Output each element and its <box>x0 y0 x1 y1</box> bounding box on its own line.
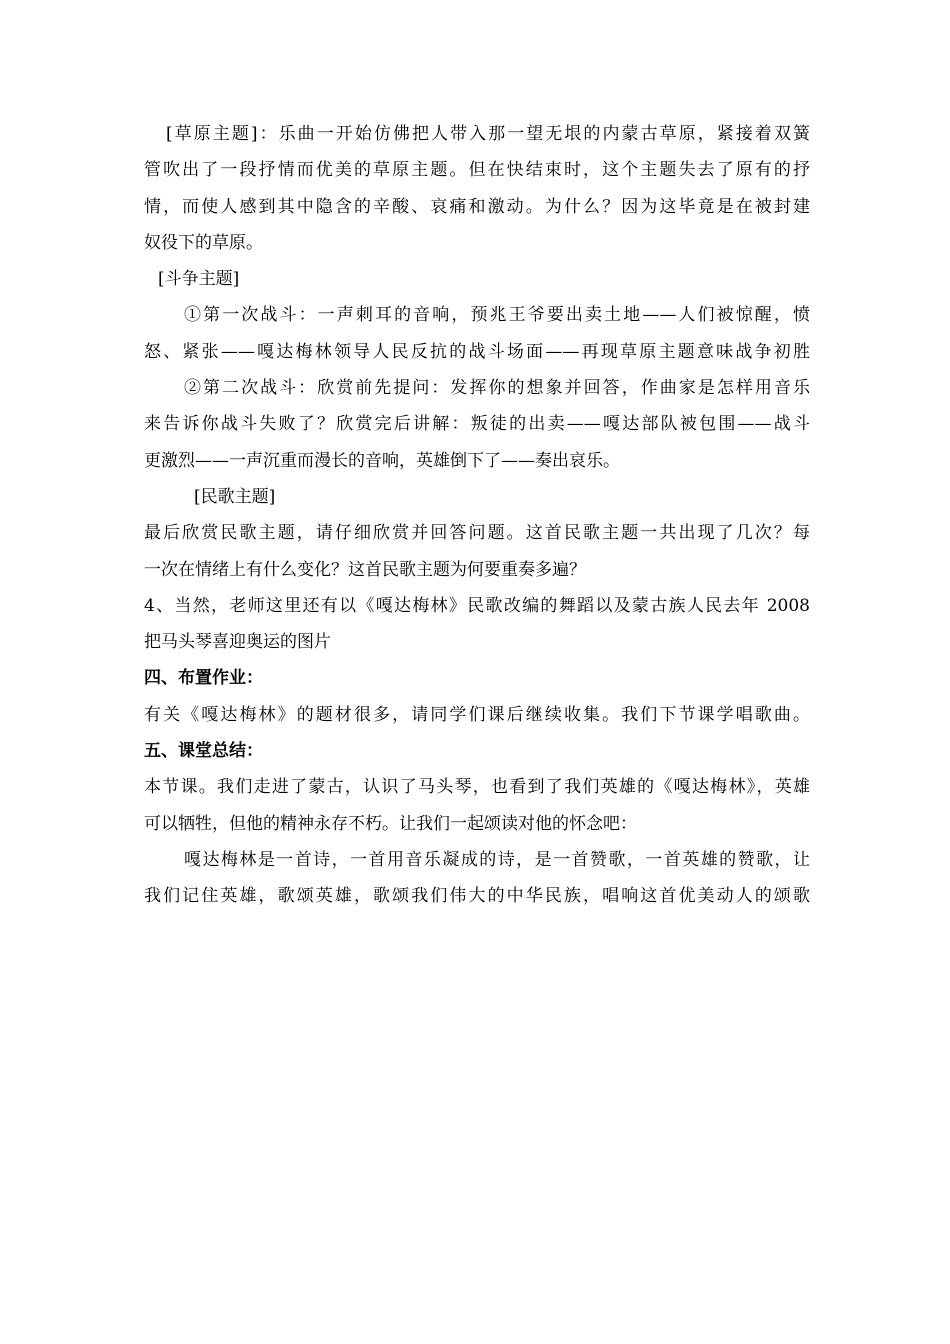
section-heading: [斗争主题] <box>158 269 240 290</box>
paragraph-line: 一次在情绪上有什么变化？这首民歌主题为何要重奏多遍？ <box>144 559 586 580</box>
paragraph-line: 最后欣赏民歌主题，请仔细欣赏并回答问题。这首民歌主题一共出现了几次？每 <box>144 523 810 544</box>
paragraph-line: 情，而使人感到其中隐含的辛酸、哀痛和激动。为什么？因为这毕竟是在被封建 <box>144 196 810 217</box>
paragraph-line: ②第二次战斗：欣赏前先提问：发挥你的想象并回答，作曲家是怎样用音乐 <box>184 378 810 399</box>
section-heading: [民歌主题] <box>194 486 276 507</box>
paragraph-line: 4、当然，老师这里还有以《嘎达梅林》民歌改编的舞蹈以及蒙古族人民去年 2008 <box>144 595 810 616</box>
paragraph-line: 把马头琴喜迎奥运的图片 <box>144 632 331 653</box>
document-body <box>144 116 810 915</box>
section-heading-homework: 四、布置作业： <box>144 668 263 689</box>
paragraph-line: 可以牺牲，但他的精神永存不朽。让我们一起颂读对他的怀念吧： <box>144 813 637 834</box>
paragraph-line: 本节课。我们走进了蒙古，认识了马头琴，也看到了我们英雄的《嘎达梅林》，英雄 <box>144 777 810 798</box>
paragraph-line: 嘎达梅林是一首诗，一首用音乐凝成的诗，是一首赞歌，一首英雄的赞歌，让 <box>184 849 810 870</box>
paragraph-line: 有关《嘎达梅林》的题材很多，请同学们课后继续收集。我们下节课学唱歌曲。 <box>144 704 810 725</box>
paragraph-line: 管吹出了一段抒情而优美的草原主题。但在快结束时，这个主题失去了原有的抒 <box>144 160 810 181</box>
paragraph-line: 怒、紧张——嘎达梅林领导人民反抗的战斗场面——再现草原主题意味战争初胜 <box>144 341 810 362</box>
paragraph-line: ①第一次战斗：一声刺耳的音响，预兆王爷要出卖土地——人们被惊醒，愤 <box>184 305 810 326</box>
paragraph-line: 我们记住英雄，歌颂英雄，歌颂我们伟大的中华民族，唱响这首优美动人的颂歌 <box>144 886 810 907</box>
paragraph-line: 奴役下的草原。 <box>144 232 263 253</box>
paragraph-line: 更激烈——一声沉重而漫长的音响，英雄倒下了——奏出哀乐。 <box>144 450 620 471</box>
paragraph-line: 来告诉你战斗失败了？欣赏完后讲解：叛徒的出卖——嘎达部队被包围——战斗 <box>144 414 810 435</box>
paragraph-line: [草原主题]：乐曲一开始仿佛把人带入那一望无垠的内蒙古草原，紧接着双簧 <box>166 124 810 144</box>
section-heading-summary: 五、课堂总结： <box>144 741 263 762</box>
